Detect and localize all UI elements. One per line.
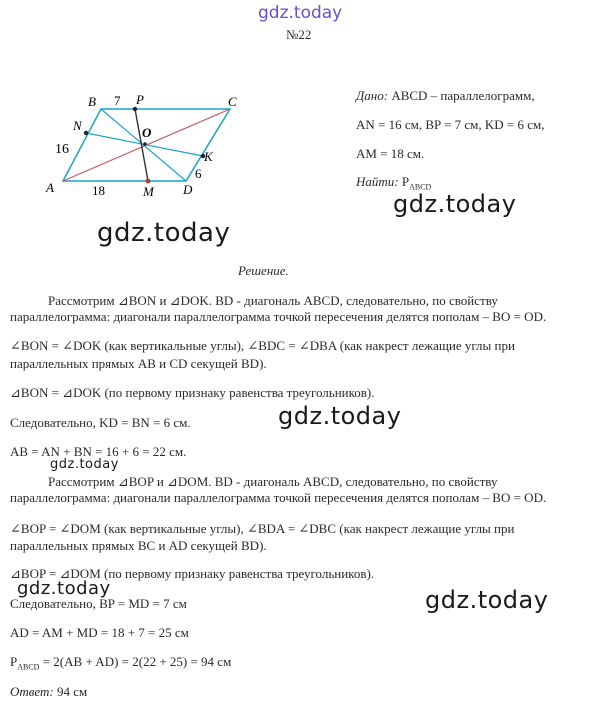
- solution-heading: Решение.: [238, 263, 289, 278]
- given-line-1: Дано: ABCD – параллелограмм,: [356, 88, 535, 103]
- label-o: O: [142, 125, 152, 140]
- solution-p4: Следовательно, KD = BN = 6 см.: [10, 415, 191, 430]
- label-an: 16: [55, 142, 69, 157]
- label-n: N: [73, 118, 82, 133]
- solution-p6b: параллелограмма: диагонали параллелограмма точкой пересечения делятся пополам – BO = OD.: [10, 490, 547, 505]
- watermark-2: gdz.today: [97, 218, 231, 248]
- solution-p2b: параллельных прямых AB и CD секущей BD).: [10, 356, 267, 371]
- label-c: C: [228, 94, 237, 109]
- label-k: K: [204, 149, 213, 164]
- solution-p7a: ∠BOP = ∠DOM (как вертикальные углы), ∠BDA = ∠DBC (как накрест лежащие углы при: [10, 521, 515, 536]
- watermark-3: gdz.today: [278, 402, 402, 430]
- solution-p2a: ∠BON = ∠DOK (как вертикальные углы), ∠BDC = ∠DBA (как накрест лежащие углы при: [10, 338, 515, 353]
- solution-p7b: параллельных прямых BC и AD секущей BD).: [10, 538, 267, 553]
- solution-p10: AD = AM + MD = 18 + 7 = 25 см: [10, 625, 189, 640]
- watermark-5: gdz.today: [17, 578, 111, 599]
- solution-p9: Следовательно, BP = MD = 7 см: [10, 596, 187, 611]
- solution-p11: $P_{ABCD} = 2(AB + AD) = 2(22 + 25) = 94$ см: [10, 654, 232, 672]
- label-m: M: [143, 184, 154, 199]
- given-line-3: AM = 18 см.: [356, 146, 425, 161]
- point-o: [143, 142, 147, 146]
- find-line: Найти: $P_{ABCD}$: [356, 174, 432, 192]
- point-n: [84, 131, 88, 135]
- watermark-6: gdz.today: [425, 586, 549, 614]
- label-d: D: [183, 182, 193, 197]
- solution-p1a: Рассмотрим ⊿BON и ⊿DOK. BD - диагональ ABCD, следовательно, по свойству: [48, 293, 498, 308]
- watermark-top: gdz.today: [258, 3, 343, 23]
- task-number: №22: [286, 27, 312, 42]
- answer-line: Ответ: 94 см: [10, 684, 88, 699]
- point-m: [146, 179, 151, 184]
- label-bp: 7: [114, 93, 121, 108]
- label-am: 18: [92, 183, 105, 198]
- label-b: B: [88, 94, 96, 109]
- given-line-2: AN = 16 см, BP = 7 см, KD = 6 см,: [356, 117, 545, 132]
- point-p: [133, 107, 137, 111]
- solution-p1b: параллелограмма: диагонали параллелограмма точкой пересечения делятся пополам – BO = OD.: [10, 309, 547, 324]
- watermark-1: gdz.today: [393, 190, 517, 218]
- solution-p3: ⊿BON = ⊿DOK (по первому признаку равенства треугольников).: [10, 385, 375, 400]
- label-a: A: [46, 180, 54, 195]
- solution-p5: AB = AN + BN = 16 + 6 = 22 см.: [10, 444, 187, 459]
- watermark-4: gdz.today: [50, 457, 119, 472]
- solution-p8: ⊿BOP = ⊿DOM (по первому признаку равенства треугольников).: [10, 566, 375, 581]
- label-kd: 6: [195, 166, 202, 181]
- diagonal-bd: [101, 109, 186, 181]
- label-p: P: [136, 92, 144, 107]
- solution-p6a: Рассмотрим ⊿BOP и ⊿DOM. BD - диагональ ABCD, следовательно, по свойству: [48, 474, 498, 489]
